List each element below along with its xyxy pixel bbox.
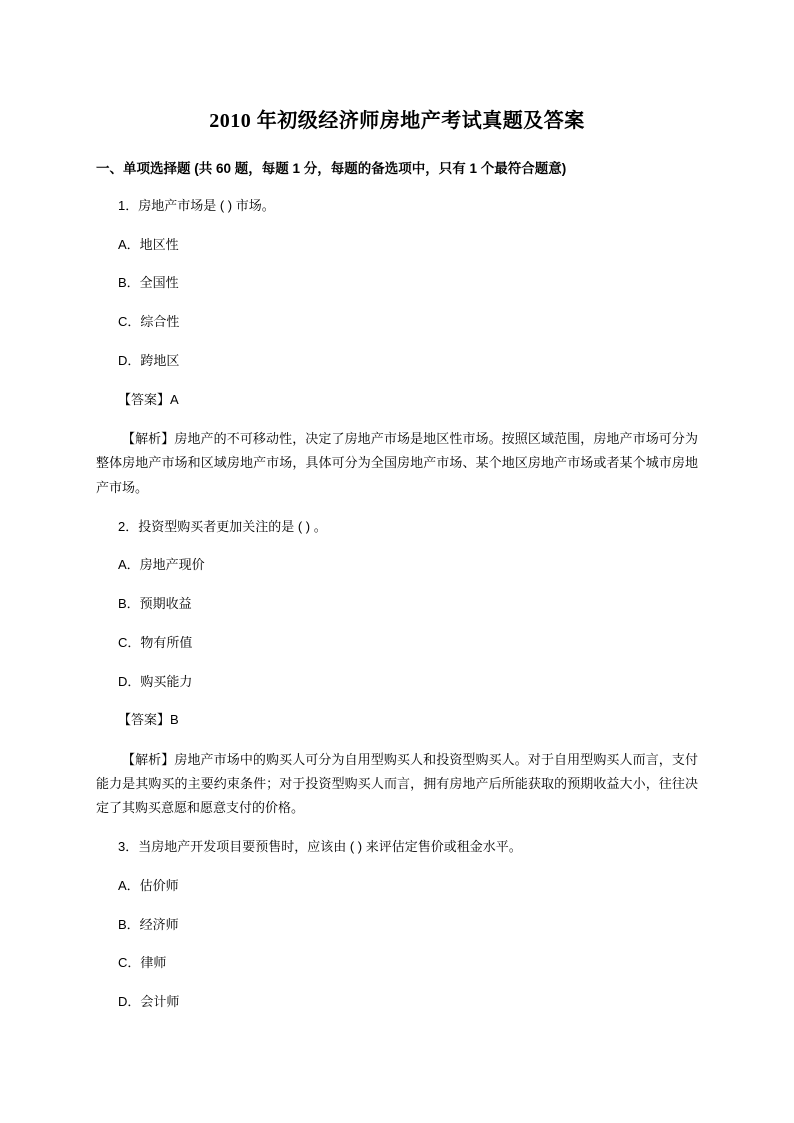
question-explanation: 【解析】房地产的不可移动性，决定了房地产市场是地区性市场。按照区域范围，房地产市场可分为整体房地产市场和区域房地产市场，具体可分为全国房地产市场、某个地区房地产市场或者某个城市房地产市场。 bbox=[96, 431, 698, 495]
question-option: C．综合性 bbox=[118, 314, 180, 330]
question-option: B．预期收益 bbox=[118, 596, 192, 612]
question-stem: 2．投资型购买者更加关注的是 ( ) 。 bbox=[118, 518, 327, 534]
question-stem: 3．当房地产开发项目要预售时，应该由 ( ) 来评估定售价或租金水平。 bbox=[118, 839, 522, 855]
question-option: A．房地产现价 bbox=[118, 557, 205, 573]
question-item bbox=[96, 195, 698, 500]
question-option: A．地区性 bbox=[118, 236, 179, 252]
question-stem: 1．房地产市场是 ( ) 市场。 bbox=[118, 197, 275, 213]
question-answer: 【答案】A bbox=[118, 391, 179, 407]
question-option: B．经济师 bbox=[118, 916, 179, 932]
question-option: C．物有所值 bbox=[118, 634, 193, 650]
question-option: D．购买能力 bbox=[118, 673, 193, 689]
question-answer: 【答案】B bbox=[118, 712, 179, 728]
section-heading: 一、单项选择题 (共 60 题，每题 1 分，每题的备选项中，只有 1 个最符合题意) bbox=[96, 161, 567, 176]
question-item bbox=[96, 516, 698, 821]
question-option: A．估价师 bbox=[118, 877, 179, 893]
question-explanation: 【解析】房地产市场中的购买人可分为自用型购买人和投资型购买人。对于自用型购买人而言，支付能力是其购买的主要约束条件；对于投资型购买人而言，拥有房地产后所能获取的预期收益大小，往往决定了其购买意愿和愿意支付的价格。 bbox=[96, 752, 698, 816]
question-option: D．会计师 bbox=[118, 994, 180, 1010]
question-option: B．全国性 bbox=[118, 275, 179, 291]
page-title: 2010 年初级经济师房地产考试真题及答案 bbox=[209, 110, 585, 132]
question-item bbox=[96, 836, 698, 1014]
question-option: C．律师 bbox=[118, 955, 167, 971]
question-option: D．跨地区 bbox=[118, 352, 180, 368]
